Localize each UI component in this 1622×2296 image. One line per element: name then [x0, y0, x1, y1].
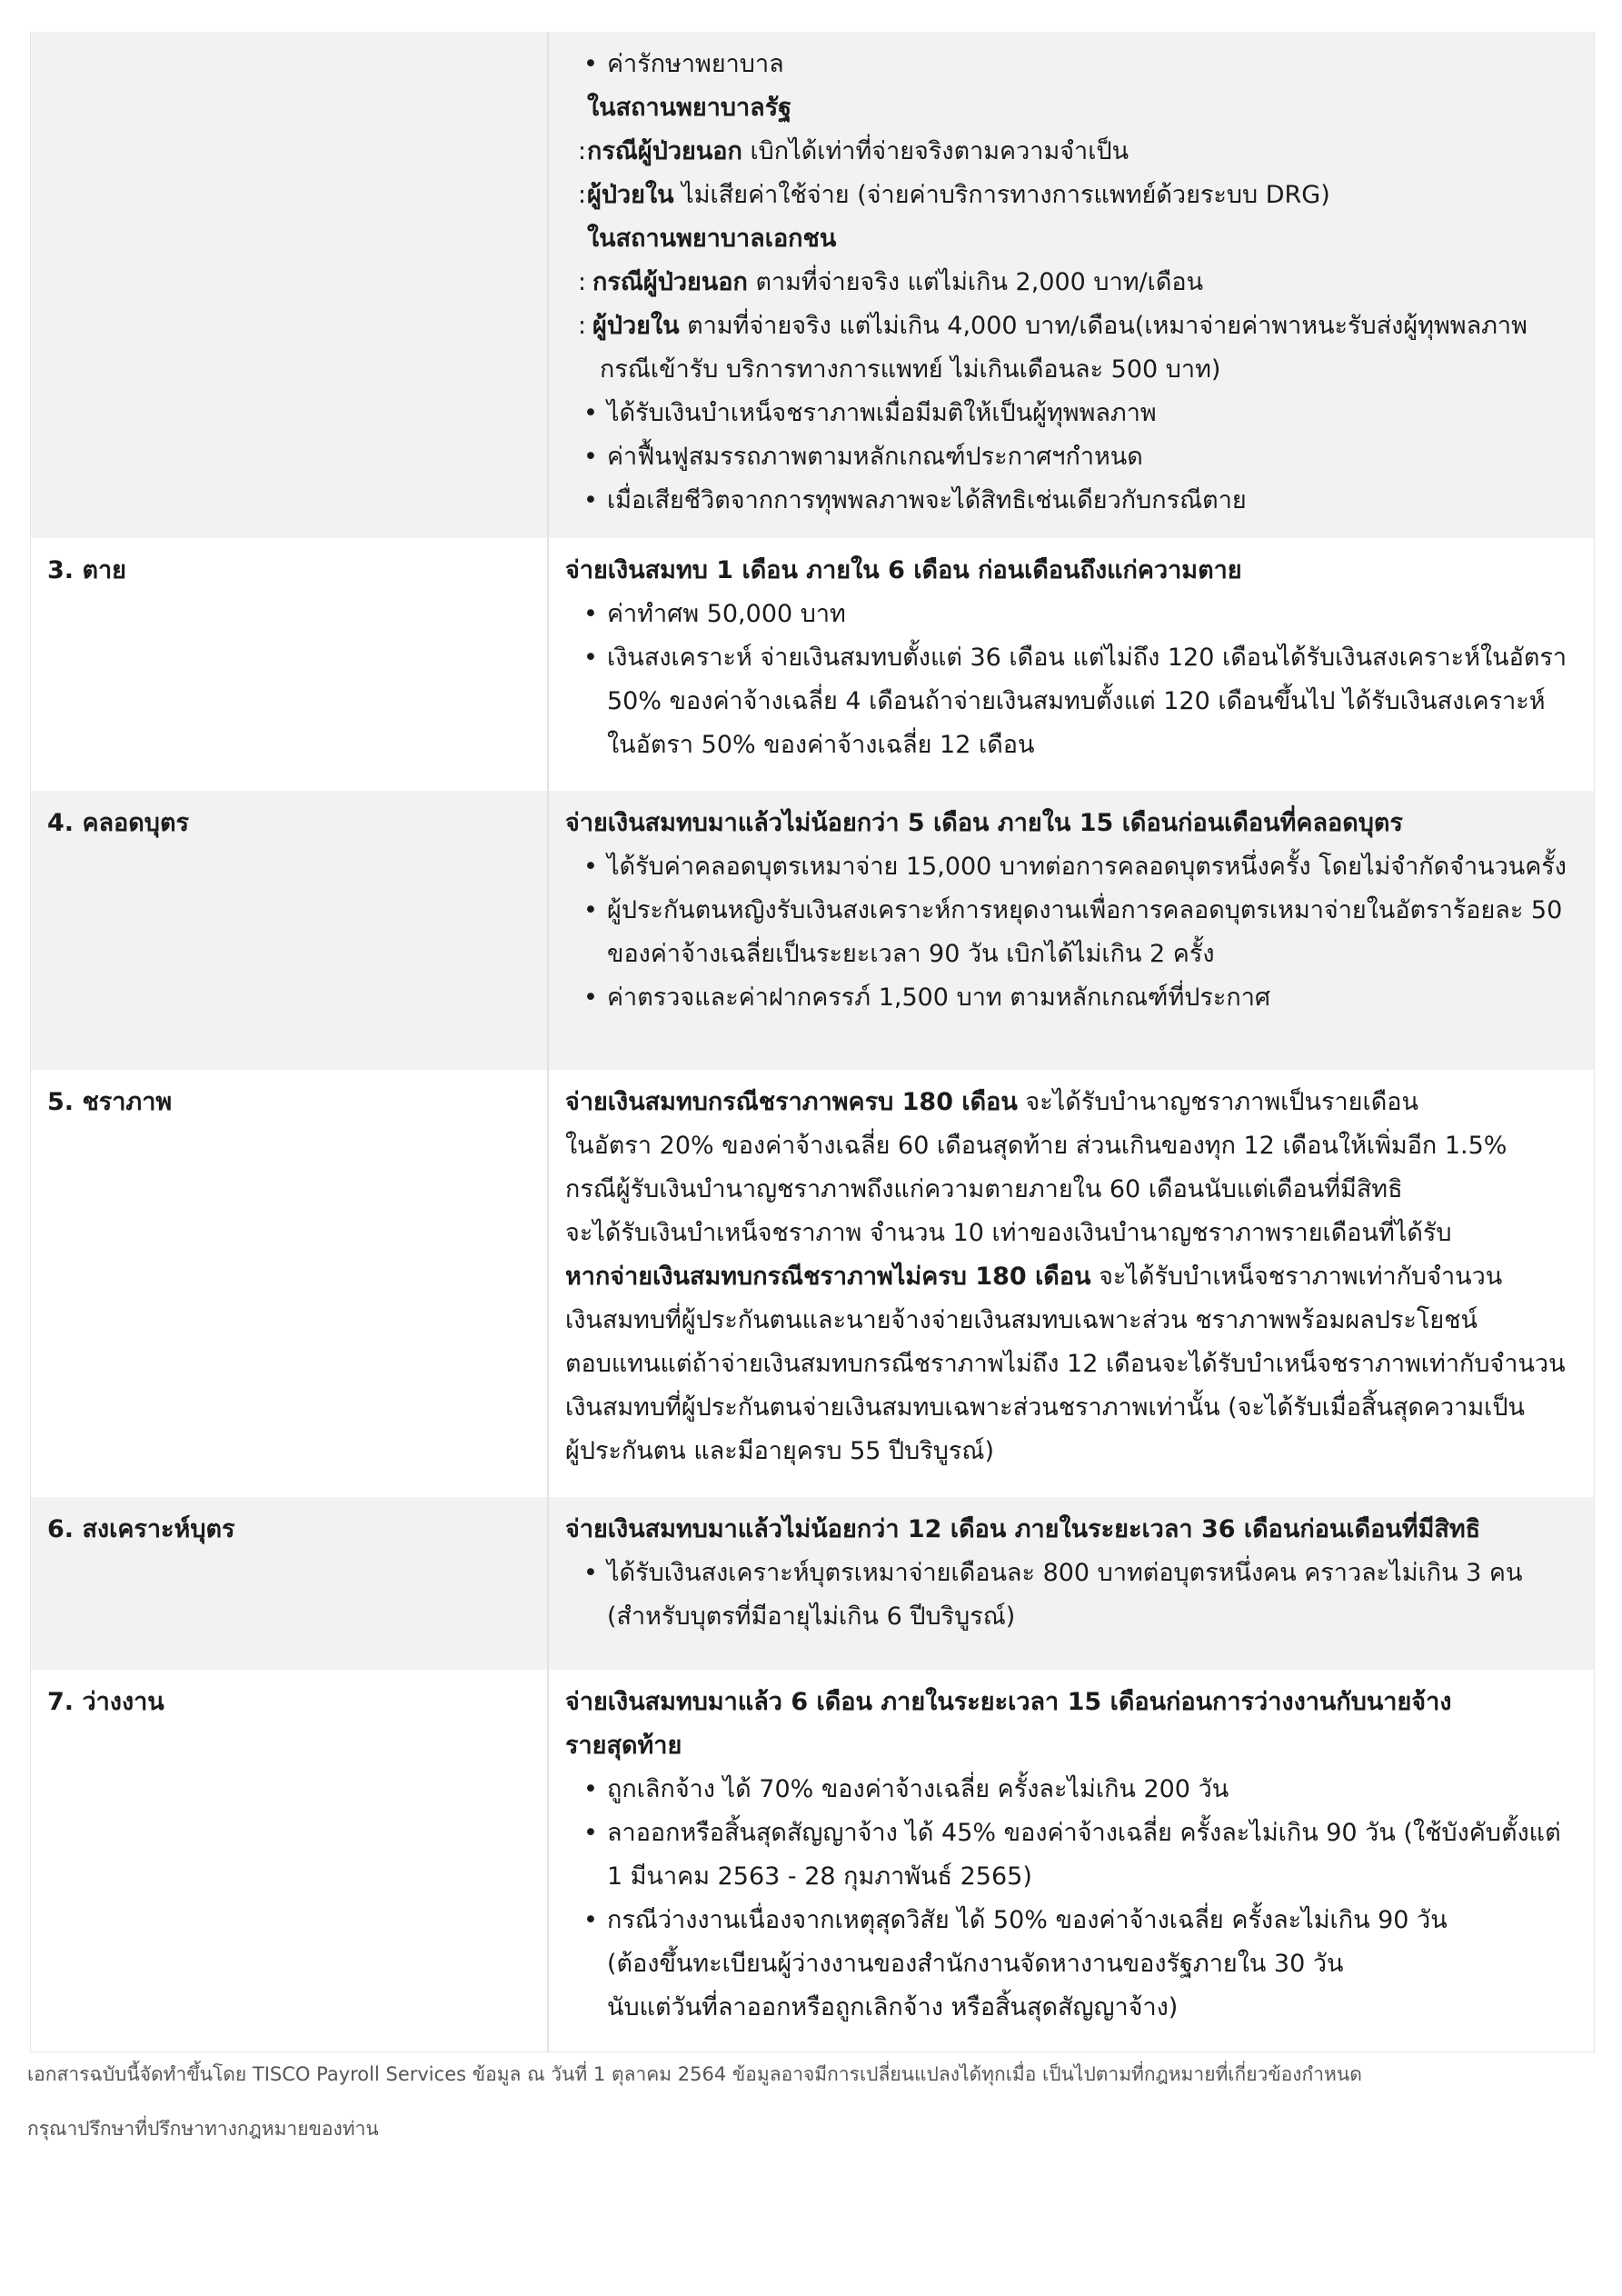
table-row-unemployment — [31, 1670, 1594, 2051]
row-label: 3. ตาย — [47, 556, 126, 584]
row-heading: จ่ายเงินสมทบมาแล้วไม่น้อยกว่า 12 เดือน ภายในระยะเวลา 36 เดือนก่อนเดือนที่มีสิทธิ — [565, 1515, 1481, 1543]
paragraph-line: จะได้รับเงินบำเหน็จชราภาพ จำนวน 10 เท่าของเงินบำนาญชราภาพรายเดือนที่ได้รับ — [565, 1219, 1452, 1247]
row-label: 4. คลอดบุตร — [47, 809, 189, 837]
row-label-cell — [31, 1070, 549, 1497]
row-label-cell — [31, 1670, 549, 2051]
benefits-table — [30, 32, 1595, 2052]
list-item: : ผู้ป่วยใน ไม่เสียค่าใช้จ่าย (จ่ายค่าบริการทางการแพทย์ด้วยระบบ DRG) — [565, 174, 1577, 217]
table-row-death — [31, 538, 1594, 791]
list-item: • ได้รับเงินบำเหน็จชราภาพเมื่อมีมติให้เป็นผู้ทุพพลภาพ — [565, 392, 1577, 435]
row-label-cell — [31, 538, 549, 791]
list-item-continuation: กรณีเข้ารับ บริการทางการแพทย์ ไม่เกินเดือนละ 500 บาท) — [600, 355, 1221, 384]
row-detail-cell — [549, 1670, 1594, 2051]
row-heading: จ่ายเงินสมทบ 1 เดือน ภายใน 6 เดือน ก่อนเดือนถึงแก่ความตาย — [565, 556, 1242, 584]
paragraph-line: เงินสมทบที่ผู้ประกันตนจ่ายเงินสมทบเฉพาะส่วนชราภาพเท่านั้น (จะได้รับเมื่อสิ้นสุดความเป็น — [565, 1393, 1525, 1422]
row-heading: รายสุดท้าย — [565, 1732, 682, 1760]
list-item-continuation: 1 มีนาคม 2563 - 28 กุมภาพันธ์ 2565) — [607, 1862, 1032, 1891]
list-item: • ลาออกหรือสิ้นสุดสัญญาจ้าง ได้ 45% ของค่าจ้างเฉลี่ย ครั้งละไม่เกิน 90 วัน (ใช้บังคับตั้งแต่ — [565, 1812, 1577, 1855]
table-row-old-age — [31, 1070, 1594, 1497]
list-item: • ค่าทำศพ 50,000 บาท — [565, 593, 1577, 636]
list-item-continuation: ในอัตรา 50% ของค่าจ้างเฉลี่ย 12 เดือน — [607, 731, 1035, 759]
list-item: • ถูกเลิกจ้าง ได้ 70% ของค่าจ้างเฉลี่ย ครั้งละไม่เกิน 200 วัน — [565, 1768, 1577, 1812]
list-item-continuation: 50% ของค่าจ้างเฉลี่ย 4 เดือนถ้าจ่ายเงินสมทบตั้งแต่ 120 เดือนขึ้นไป ได้รับเงินสงเคราะห์ — [607, 687, 1546, 715]
row-detail-cell — [549, 32, 1594, 538]
list-item: • ผู้ประกันตนหญิงรับเงินสงเคราะห์การหยุดงานเพื่อการคลอดบุตรเหมาจ่ายในอัตราร้อยละ 50 — [565, 889, 1577, 933]
list-item: : กรณีผู้ป่วยนอก เบิกได้เท่าที่จ่ายจริงตามความจำเป็น — [565, 130, 1577, 174]
table-row-disability-cont — [31, 32, 1594, 538]
paragraph-line: ตอบแทนแต่ถ้าจ่ายเงินสมทบกรณีชราภาพไม่ถึง 12 เดือนจะได้รับบำเหน็จชราภาพเท่ากับจำนวน — [565, 1350, 1566, 1378]
paragraph-line: กรณีผู้รับเงินบำนาญชราภาพถึงแก่ความตายภายใน 60 เดือนนับแต่เดือนที่มีสิทธิ — [565, 1175, 1403, 1203]
row-label-cell — [31, 1497, 549, 1670]
list-item: • ได้รับเงินสงเคราะห์บุตรเหมาจ่ายเดือนละ 800 บาทต่อบุตรหนึ่งคน คราวละไม่เกิน 3 คน — [565, 1552, 1577, 1595]
paragraph-line: จ่ายเงินสมทบกรณีชราภาพครบ 180 เดือน จะได้รับบำนาญชราภาพเป็นรายเดือน — [565, 1088, 1418, 1116]
sub-heading: ในสถานพยาบาลเอกชน — [587, 225, 837, 253]
footer-legal-advice: กรุณาปรึกษาที่ปรึกษาทางกฎหมายของท่าน — [27, 2118, 379, 2140]
footer-disclaimer: เอกสารฉบับนี้จัดทำขึ้นโดย TISCO Payroll Services ข้อมูล ณ วันที่ 1 ตุลาคม 2564 ข้อมูลอาจมีการเปลี่ยนแปลงได้ทุกเมื่อ เป็นไปตามที่กฎหมายที่เกี่ยวข้องกำหนด — [27, 2063, 1362, 2085]
row-label-cell — [31, 791, 549, 1070]
paragraph-line: หากจ่ายเงินสมทบกรณีชราภาพไม่ครบ 180 เดือน จะได้รับบำเหน็จชราภาพเท่ากับจำนวน — [565, 1263, 1503, 1291]
row-label: 7. ว่างงาน — [47, 1688, 164, 1716]
row-label: 6. สงเคราะห์บุตร — [47, 1515, 235, 1543]
list-item: • ค่ารักษาพยาบาล — [565, 43, 1577, 86]
paragraph-line: เงินสมทบที่ผู้ประกันตนและนายจ้างจ่ายเงินสมทบเฉพาะส่วน ชราภาพพร้อมผลประโยชน์ — [565, 1306, 1478, 1334]
paragraph-line: ผู้ประกันตน และมีอายุครบ 55 ปีบริบูรณ์) — [565, 1437, 995, 1465]
row-heading: จ่ายเงินสมทบมาแล้ว 6 เดือน ภายในระยะเวลา 15 เดือนก่อนการว่างงานกับนายจ้าง — [565, 1688, 1452, 1716]
list-item: • ค่าฟื้นฟูสมรรถภาพตามหลักเกณฑ์ประกาศฯกำหนด — [565, 435, 1577, 479]
list-item-continuation: นับแต่วันที่ลาออกหรือถูกเลิกจ้าง หรือสิ้นสุดสัญญาจ้าง) — [607, 1993, 1179, 2021]
list-item-continuation: (สำหรับบุตรที่มีอายุไม่เกิน 6 ปีบริบูรณ์) — [607, 1602, 1016, 1631]
paragraph-line: ในอัตรา 20% ของค่าจ้างเฉลี่ย 60 เดือนสุดท้าย ส่วนเกินของทุก 12 เดือนให้เพิ่มอีก 1.5% — [565, 1132, 1508, 1160]
row-label: 5. ชราภาพ — [47, 1088, 173, 1116]
list-item-continuation: ของค่าจ้างเฉลี่ยเป็นระยะเวลา 90 วัน เบิกได้ไม่เกิน 2 ครั้ง — [607, 940, 1215, 968]
row-detail-cell — [549, 1497, 1594, 1670]
row-detail-cell — [549, 538, 1594, 791]
table-row-child-allowance — [31, 1497, 1594, 1670]
list-item: • เงินสงเคราะห์ จ่ายเงินสมทบตั้งแต่ 36 เดือน แต่ไม่ถึง 120 เดือนได้รับเงินสงเคราะห์ในอัตรา — [565, 636, 1577, 680]
list-item: : ผู้ป่วยใน ตามที่จ่ายจริง แต่ไม่เกิน 4,000 บาท/เดือน(เหมาจ่ายค่าพาหนะรับส่งผู้ทุพพลภาพ — [565, 304, 1577, 348]
row-label-cell — [31, 32, 549, 538]
list-item: • ได้รับค่าคลอดบุตรเหมาจ่าย 15,000 บาทต่อการคลอดบุตรหนึ่งครั้ง โดยไม่จำกัดจำนวนครั้ง — [565, 845, 1577, 889]
list-item: • เมื่อเสียชีวิตจากการทุพพลภาพจะได้สิทธิเช่นเดียวกับกรณีตาย — [565, 479, 1577, 523]
row-detail-cell — [549, 1070, 1594, 1497]
list-item: • กรณีว่างงานเนื่องจากเหตุสุดวิสัย ได้ 50% ของค่าจ้างเฉลี่ย ครั้งละไม่เกิน 90 วัน — [565, 1899, 1577, 1942]
sub-heading: ในสถานพยาบาลรัฐ — [587, 94, 792, 122]
list-item: • ค่าตรวจและค่าฝากครรภ์ 1,500 บาท ตามหลักเกณฑ์ที่ประกาศ — [565, 976, 1577, 1020]
row-heading: จ่ายเงินสมทบมาแล้วไม่น้อยกว่า 5 เดือน ภายใน 15 เดือนก่อนเดือนที่คลอดบุตร — [565, 809, 1403, 837]
list-item: : กรณีผู้ป่วยนอก ตามที่จ่ายจริง แต่ไม่เกิน 2,000 บาท/เดือน — [565, 261, 1577, 304]
table-row-childbirth — [31, 791, 1594, 1070]
list-item-continuation: (ต้องขึ้นทะเบียนผู้ว่างงานของสำนักงานจัดหางานของรัฐภายใน 30 วัน — [607, 1950, 1344, 1978]
row-detail-cell — [549, 791, 1594, 1070]
